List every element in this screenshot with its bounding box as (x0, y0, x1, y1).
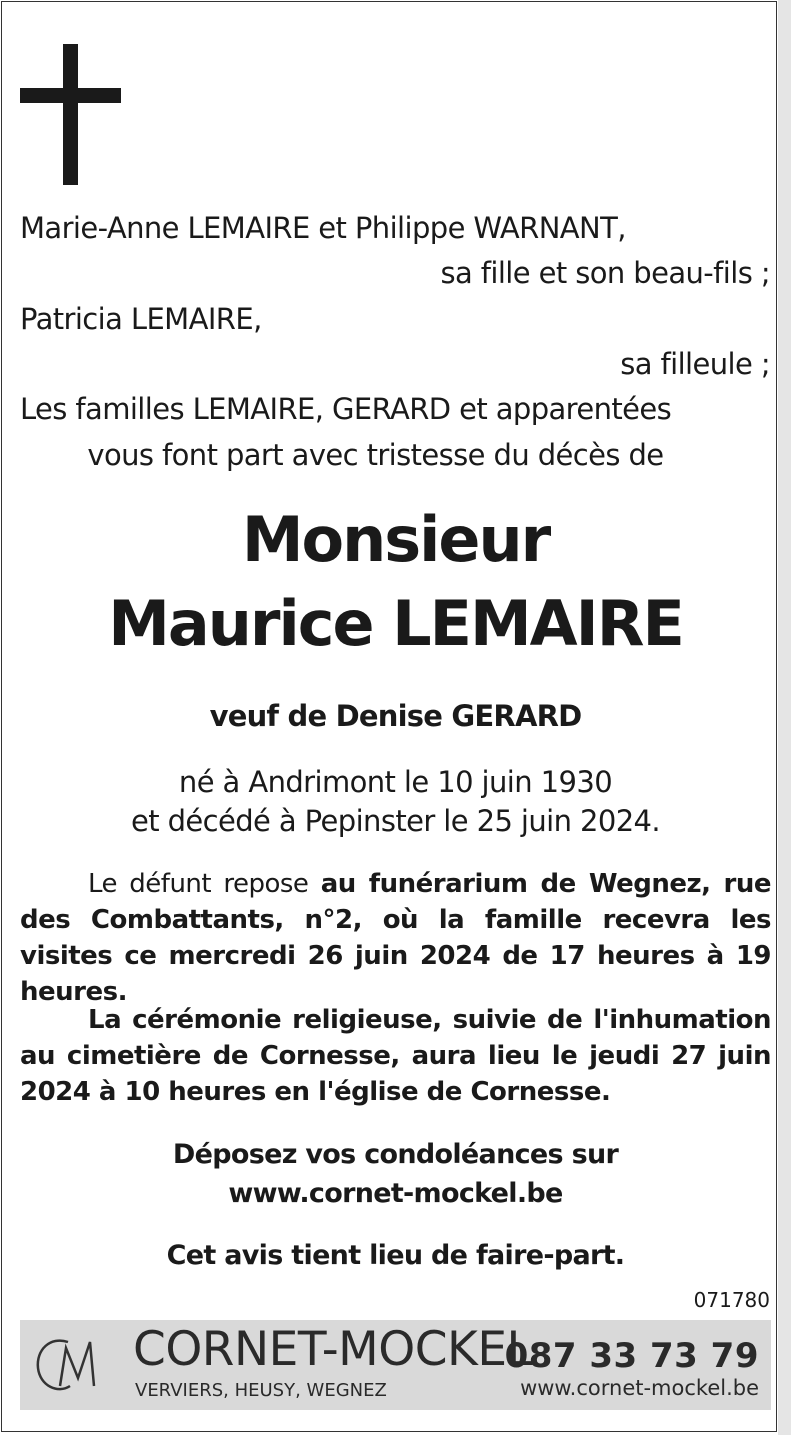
family-line-2: Patricia LEMAIRE, (20, 302, 262, 336)
deceased-title: Monsieur (241, 503, 550, 576)
visitation-details: au funérarium de Wegnez, rue des Combattants, n°2, où la famille recevra les visites ce mercredi 26 juin 2024 de 17 heures à 19 heures. (20, 869, 771, 1007)
family-line-2-role: sa filleule ; (620, 347, 770, 381)
visitation-intro: Le défunt repose (88, 869, 321, 899)
right-gutter (778, 0, 791, 1435)
phone-number[interactable]: 087 33 73 79 (504, 1336, 759, 1376)
brand-name: CORNET-MOCKEL (133, 1322, 533, 1377)
family-line-1-role: sa fille et son beau-fils ; (440, 256, 770, 290)
death-line: et décédé à Pepinster le 25 juin 2024. (130, 804, 661, 838)
cross-icon (20, 44, 121, 185)
reference-number: 071780 (693, 1288, 770, 1312)
family-line-3: Les familles LEMAIRE, GERARD et apparentées (20, 392, 672, 426)
birth-line: né à Andrimont le 10 juin 1930 (178, 765, 613, 799)
condolences-link[interactable]: www.cornet-mockel.be (228, 1178, 563, 1209)
spouse-line: veuf de Denise GERARD (209, 699, 582, 733)
condolences-line-1: Déposez vos condoléances sur (172, 1139, 619, 1170)
announcement-line: vous font part avec tristesse du décès de (87, 438, 664, 472)
website-link[interactable]: www.cornet-mockel.be (520, 1376, 759, 1400)
cornet-mockel-logo (30, 1328, 110, 1400)
visitation-paragraph (20, 866, 771, 1010)
funeral-home-banner (20, 1320, 771, 1410)
locations: VERVIERS, HEUSY, WEGNEZ (135, 1380, 387, 1401)
ceremony-paragraph: La cérémonie religieuse, suivie de l'inhumation au cimetière de Cornesse, aura lieu le jeudi 27 juin 2024 à 10 heures en l'église de Cornesse. (20, 1005, 771, 1107)
notice-line: Cet avis tient lieu de faire-part. (166, 1240, 625, 1271)
family-line-1: Marie-Anne LEMAIRE et Philippe WARNANT, (20, 211, 626, 245)
deceased-name: Maurice LEMAIRE (108, 587, 683, 660)
